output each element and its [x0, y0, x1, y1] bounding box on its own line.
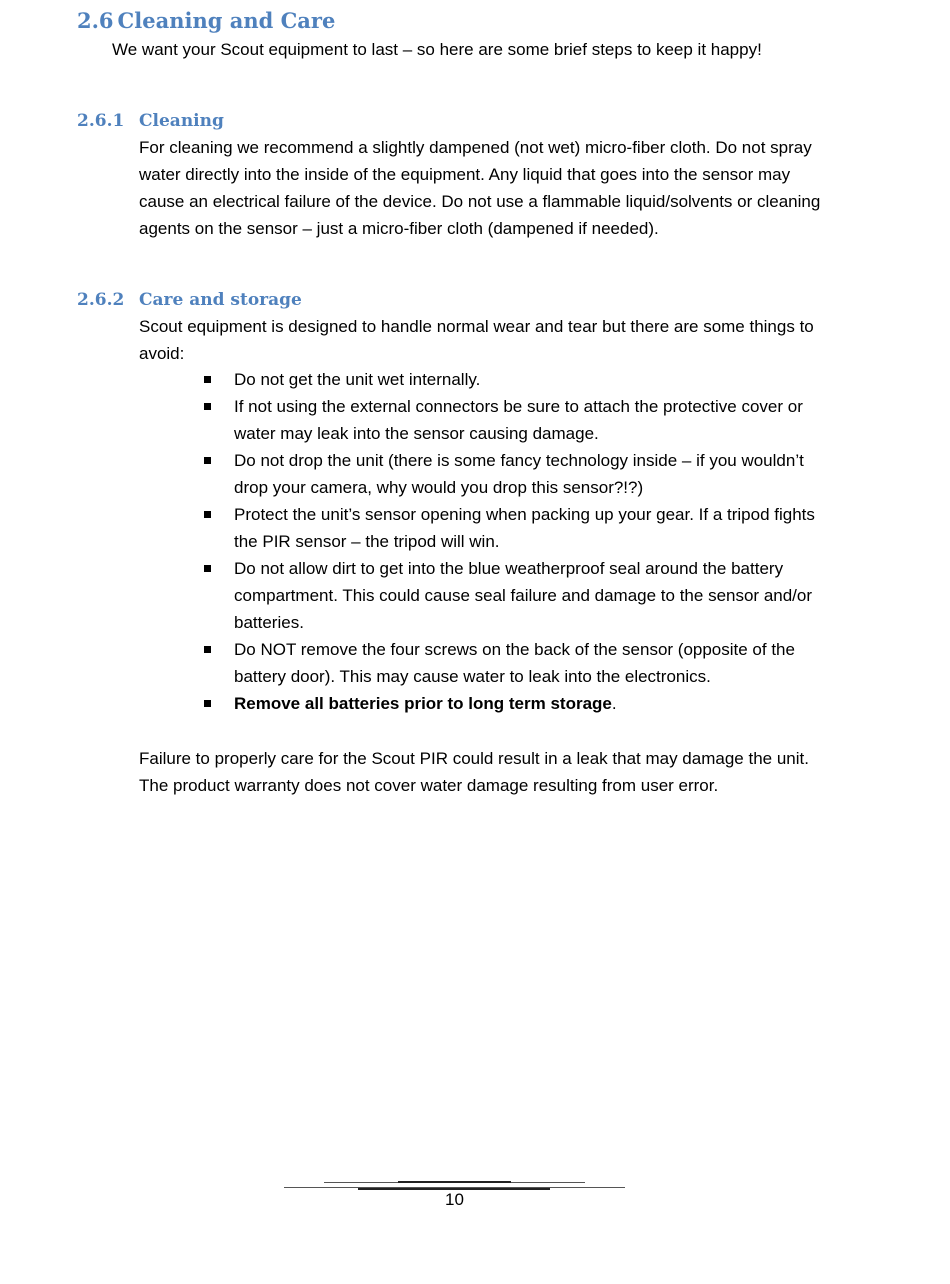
list-item-line [234, 690, 879, 717]
list-item-line: water may leak into the sensor causing damage. [234, 424, 599, 443]
page-number: 10 [445, 1190, 464, 1209]
storage-warning-bold: Remove all batteries prior to long term storage [234, 694, 612, 713]
cleaning-title: Cleaning [139, 111, 224, 131]
storage-warning-period: . [611, 694, 617, 713]
list-item [139, 393, 879, 447]
paragraph-line: The product warranty does not cover water damage resulting from user error. [139, 776, 719, 795]
paragraph-line: Failure to properly care for the Scout PIR could result in a leak that may damage the unit. [139, 749, 809, 768]
section-heading [77, 6, 335, 36]
list-item-line: battery door). This may cause water to leak into the electronics. [234, 667, 711, 686]
section-number: 2.6 [77, 8, 114, 33]
list-item [139, 690, 879, 717]
list-item-line: Do not get the unit wet internally. [234, 370, 481, 389]
bullet-square-icon [204, 457, 211, 464]
list-item [139, 555, 879, 636]
list-item [139, 501, 879, 555]
section-title: Cleaning and Care [117, 8, 336, 33]
care-heading [77, 288, 302, 312]
bullet-square-icon [204, 700, 211, 707]
care-intro-paragraph [139, 313, 869, 367]
paragraph-line: For cleaning we recommend a slightly dampened (not wet) micro-fiber cloth. Do not spray [139, 138, 812, 157]
cleaning-number: 2.6.1 [77, 111, 125, 131]
closing-paragraph [139, 745, 869, 799]
care-number: 2.6.2 [77, 290, 125, 310]
list-item-line: the PIR sensor – the tripod will win. [234, 532, 500, 551]
paragraph-line: water directly into the inside of the equipment. Any liquid that goes into the sensor may [139, 165, 791, 184]
list-item [139, 447, 879, 501]
bullet-square-icon [204, 565, 211, 572]
list-item-line: Do NOT remove the four screws on the back of the sensor (opposite of the [234, 640, 795, 659]
list-item-line: Protect the unit’s sensor opening when packing up your gear. If a tripod fights [234, 505, 815, 524]
footer-rule [398, 1181, 511, 1183]
care-title: Care and storage [139, 290, 302, 310]
bullet-square-icon [204, 511, 211, 518]
list-item [139, 366, 879, 393]
cleaning-paragraph [139, 134, 869, 242]
bullet-square-icon [204, 403, 211, 410]
list-item-line: compartment. This could cause seal failure and damage to the sensor and/or [234, 586, 813, 605]
paragraph-line: avoid: [139, 344, 185, 363]
section-intro: We want your Scout equipment to last – so here are some brief steps to keep it happy! [112, 40, 762, 59]
list-item [139, 636, 879, 690]
bullet-square-icon [204, 646, 211, 653]
list-item-line: drop your camera, why would you drop this sensor?!?) [234, 478, 644, 497]
cleaning-heading [77, 109, 224, 133]
list-item-line: batteries. [234, 613, 304, 632]
paragraph-line: cause an electrical failure of the device. Do not use a flammable liquid/solvents or cleaning [139, 192, 821, 211]
bullet-square-icon [204, 376, 211, 383]
paragraph-line: agents on the sensor – just a micro-fiber cloth (dampened if needed). [139, 219, 659, 238]
care-bullet-list [139, 366, 879, 717]
list-item-line: Do not drop the unit (there is some fancy technology inside – if you wouldn’t [234, 451, 804, 470]
list-item-line: If not using the external connectors be sure to attach the protective cover or [234, 397, 803, 416]
paragraph-line: Scout equipment is designed to handle normal wear and tear but there are some things to [139, 317, 814, 336]
list-item-line: Do not allow dirt to get into the blue weatherproof seal around the battery [234, 559, 784, 578]
